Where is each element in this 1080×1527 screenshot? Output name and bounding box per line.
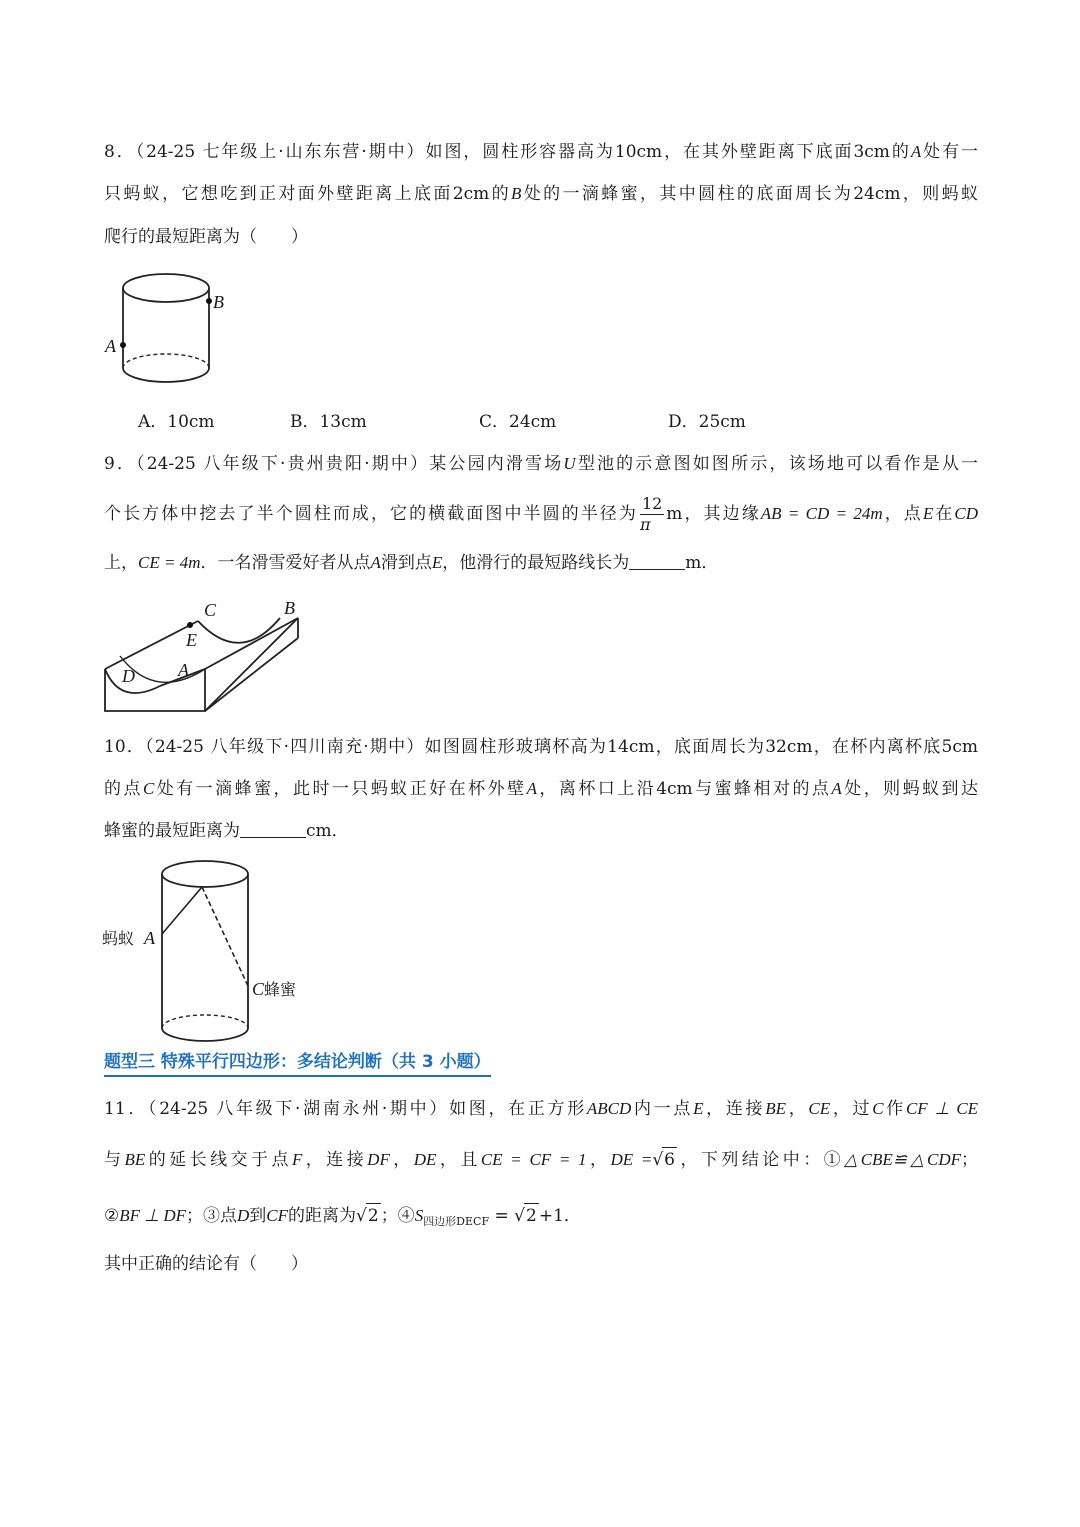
q9-label-b: B — [284, 598, 295, 618]
q10-label-c: C — [252, 979, 265, 999]
radius-fraction: $\frac{12}{\pi}$ — [639, 494, 663, 534]
q9-label-c: C — [204, 600, 217, 620]
q8-options — [104, 410, 978, 434]
q11-line-2: 与BE的延长线交于点F，连接DF，DE，且CE = CF = 1，DE =√6 ，下列结论中：①△CBE≌△CDF； — [104, 1147, 978, 1172]
q10-line-1: 10．（24-25 八年级下·四川南充·期中）如图圆柱形玻璃杯高为14cm，底面周长为32cm，在杯内离杯底5cm — [104, 737, 978, 757]
q9-answer-blank[interactable] — [629, 555, 685, 570]
option-a[interactable]: A．10cm — [138, 412, 215, 432]
q10-line-2: 的点C处有一滴蜂蜜，此时一只蚂蚁正好在杯外壁A，离杯口上沿4cm与蜜蜂相对的点A处，则蚂蚁到达 — [104, 779, 979, 799]
q11-line-4: 其中正确的结论有（ ） — [104, 1254, 308, 1274]
q9-line-3: 上，CE = 4m．一名滑雪爱好者从点A滑到点E，他滑行的最短路线长为 m． — [104, 553, 719, 573]
q8-cylinder-figure — [100, 268, 240, 388]
q10-label-a: A — [144, 928, 155, 948]
option-b[interactable]: B．13cm — [290, 412, 367, 432]
q9-label-a: A — [178, 660, 189, 680]
q8-line-1: 8．（24-25 七年级上·山东东营·期中）如图，圆柱形容器高为10cm，在其外壁距离下底面3cm的A处有一 — [104, 142, 979, 162]
q9-u-pool-figure — [100, 596, 310, 716]
q9-label-e: E — [186, 630, 197, 650]
q10-answer-blank[interactable] — [240, 823, 306, 838]
q10-label-ant: 蚂蚁 — [102, 929, 135, 948]
q8-label-b: B — [213, 292, 224, 312]
q9-line-2: 个长方体中挖去了半个圆柱而成，它的横截面图中半圆的半径为 $\frac{12}{\pi}$ m，其边缘AB = CD = 24m，点E在CD — [104, 494, 979, 534]
q10-glass-figure — [100, 858, 330, 1048]
q8-line-3: 爬行的最短距离为（ ） — [104, 227, 308, 247]
q9-label-d: D — [122, 666, 135, 686]
q8-label-a: A — [105, 336, 116, 356]
q10-line-3: 蜂蜜的最短距离为 cm． — [104, 821, 349, 841]
option-d[interactable]: D．25cm — [668, 412, 746, 432]
q11-line-1: 11．（24-25 八年级下·湖南永州·期中）如图，在正方形ABCD内一点E，连接BE，CE，过C作CF ⊥ CE — [104, 1099, 979, 1119]
option-c[interactable]: C．24cm — [479, 412, 557, 432]
q8-line-2: 只蚂蚁，它想吃到正对面外壁距离上底面2cm的B处的一滴蜂蜜，其中圆柱的底面周长为24cm，则蚂蚁 — [104, 184, 978, 204]
q10-label-honey: 蜂蜜 — [264, 980, 297, 999]
section-heading: 题型三 特殊平行四边形：多结论判断（共 3 小题） — [104, 1050, 491, 1077]
q11-line-3: ②BF ⊥ DF；③点D到CF的距离为√2 ；$④S_{四边形DECF} = √2 +1$． — [104, 1203, 978, 1234]
q9-line-1: 9．（24-25 八年级下·贵州贵阳·期中）某公园内滑雪场U型池的示意图如图所示，该场地可以看作是从一 — [104, 454, 979, 474]
